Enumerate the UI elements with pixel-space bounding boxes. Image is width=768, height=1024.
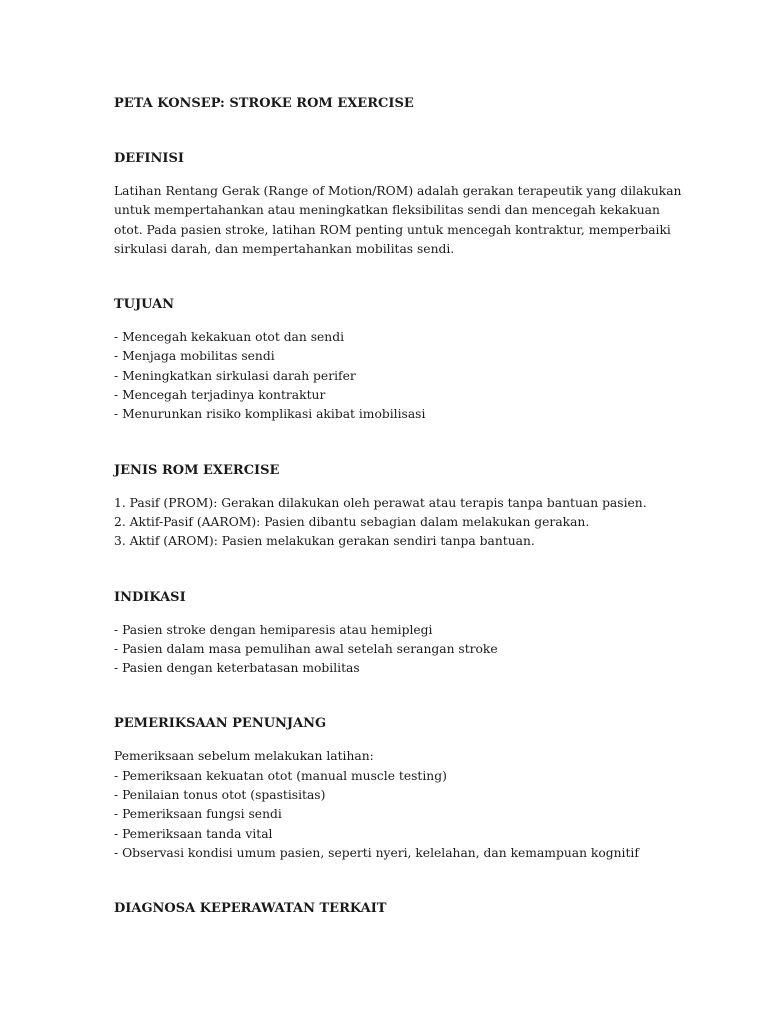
- definisi-line: untuk mempertahankan atau meningkatkan fleksibilitas sendi dan mencegah kekakuan: [114, 203, 660, 218]
- list-item: - Pasien dalam masa pemulihan awal setelah serangan stroke: [114, 641, 498, 656]
- list-item: - Pemeriksaan fungsi sendi: [114, 807, 282, 822]
- list-item: - Mencegah terjadinya kontraktur: [114, 388, 326, 403]
- list-item: - Pemeriksaan tanda vital: [114, 826, 273, 841]
- list-item: - Menjaga mobilitas sendi: [114, 349, 275, 364]
- list-item: - Observasi kondisi umum pasien, seperti nyeri, kelelahan, dan kemampuan kognitif: [114, 845, 639, 860]
- pemeriksaan-intro: Pemeriksaan sebelum melakukan latihan:: [114, 749, 374, 764]
- list-item: - Mencegah kekakuan otot dan sendi: [114, 330, 345, 345]
- section-definisi: [114, 149, 682, 259]
- section-heading-indikasi: INDIKASI: [114, 589, 186, 605]
- section-heading-definisi: DEFINISI: [114, 151, 184, 166]
- document-title: PETA KONSEP: STROKE ROM EXERCISE: [114, 96, 414, 111]
- list-item: - Menurunkan risiko komplikasi akibat imobilisasi: [114, 407, 426, 422]
- definisi-line: sirkulasi darah, dan mempertahankan mobilitas sendi.: [114, 241, 455, 256]
- section-heading-jenis-rom: JENIS ROM EXERCISE: [114, 462, 280, 478]
- section-tujuan: [114, 295, 674, 424]
- section-diagnosa: [114, 899, 674, 918]
- section-jenis-rom: [114, 461, 674, 552]
- list-item: - Pemeriksaan kekuatan otot (manual muscle testing): [114, 768, 447, 783]
- list-item: 2. Aktif-Pasif (AAROM): Pasien dibantu sebagian dalam melakukan gerakan.: [114, 514, 590, 529]
- section-heading-pemeriksaan: PEMERIKSAAN PENUNJANG: [114, 716, 327, 732]
- section-heading-diagnosa: DIAGNOSA KEPERAWATAN TERKAIT: [114, 901, 387, 917]
- section-pemeriksaan: [114, 714, 674, 863]
- list-item: - Meningkatkan sirkulasi darah perifer: [114, 368, 356, 383]
- section-heading-tujuan: TUJUAN: [114, 297, 175, 313]
- list-item: - Pasien stroke dengan hemiparesis atau hemiplegi: [114, 622, 433, 637]
- list-item: 1. Pasif (PROM): Gerakan dilakukan oleh perawat atau terapis tanpa bantuan pasien.: [114, 495, 647, 510]
- definisi-line: Latihan Rentang Gerak (Range of Motion/ROM) adalah gerakan terapeutik yang dilakukan: [114, 184, 682, 198]
- document-body: [114, 94, 682, 932]
- section-indikasi: [114, 588, 674, 679]
- list-item: - Penilaian tonus otot (spastisitas): [114, 788, 326, 803]
- list-item: 3. Aktif (AROM): Pasien melakukan gerakan sendiri tanpa bantuan.: [114, 534, 535, 549]
- definisi-line: otot. Pada pasien stroke, latihan ROM penting untuk mencegah kontraktur, memperbaiki: [114, 222, 671, 237]
- list-item: - Pasien dengan keterbatasan mobilitas: [114, 661, 360, 676]
